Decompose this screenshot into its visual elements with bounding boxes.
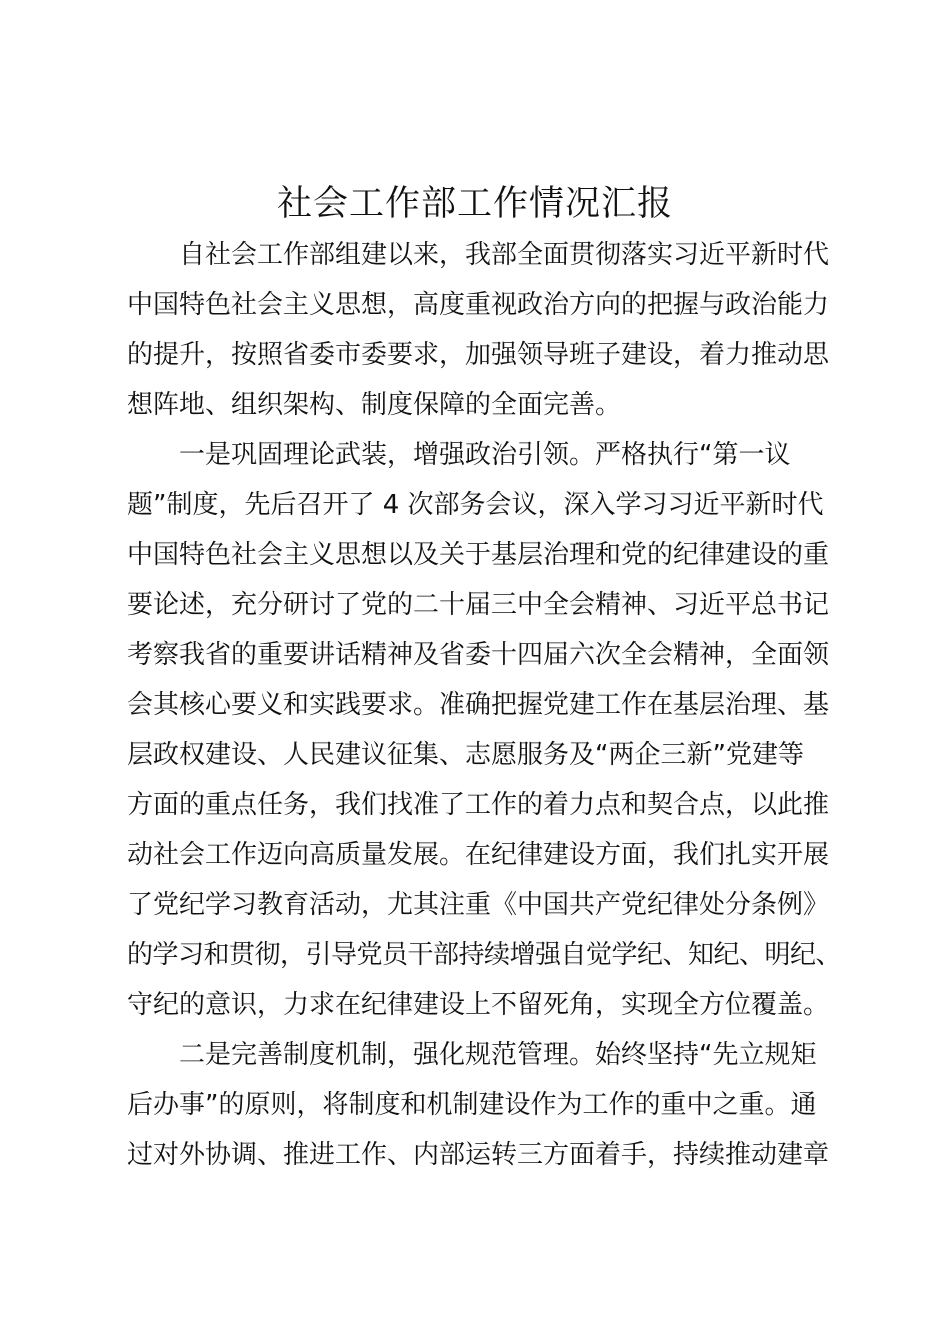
document-body bbox=[127, 230, 842, 1180]
paragraph-line: 自社会工作部组建以来，我部全面贯彻落实习近平新时代 bbox=[179, 240, 830, 270]
paragraph-line: 了党纪学习教育活动，尤其注重《中国共产党纪律处分条例》 bbox=[127, 890, 830, 920]
paragraph-line: 守纪的意识，力求在纪律建设上不留死角，实现全方位覆盖。 bbox=[127, 990, 830, 1020]
paragraph-line: 层政权建设、人民建议征集、志愿服务及“两企三新”党建等 bbox=[127, 740, 804, 770]
paragraph-2 bbox=[127, 430, 842, 1030]
paragraph-3 bbox=[127, 1030, 833, 1180]
paragraph-line: 过对外协调、推进工作、内部运转三方面着手，持续推动建章 bbox=[127, 1140, 830, 1170]
paragraph-line: 的提升，按照省委市委要求，加强领导班子建设，着力推动思 bbox=[127, 340, 830, 370]
paragraph-line: 二是完善制度机制，强化规范管理。始终坚持“先立规矩 bbox=[179, 1040, 817, 1070]
paragraph-line: 中国特色社会主义思想以及关于基层治理和党的纪律建设的重 bbox=[127, 540, 830, 570]
paragraph-line: 动社会工作迈向高质量发展。在纪律建设方面，我们扎实开展 bbox=[127, 840, 830, 870]
paragraph-line: 的学习和贯彻，引导党员干部持续增强自觉学纪、知纪、明纪、 bbox=[127, 940, 842, 970]
paragraph-line: 方面的重点任务，我们找准了工作的着力点和契合点，以此推 bbox=[127, 790, 830, 820]
paragraph-1 bbox=[127, 230, 833, 430]
paragraph-line: 一是巩固理论武装，增强政治引领。严格执行“第一议 bbox=[179, 440, 791, 470]
paragraph-line: 想阵地、组织架构、制度保障的全面完善。 bbox=[127, 390, 622, 420]
paragraph-line: 中国特色社会主义思想，高度重视政治方向的把握与政治能力 bbox=[127, 290, 830, 320]
paragraph-line: 题”制度，先后召开了 4 次部务会议，深入学习习近平新时代 bbox=[127, 490, 824, 520]
paragraph-line: 考察我省的重要讲话精神及省委十四届六次全会精神，全面领 bbox=[127, 640, 830, 670]
paragraph-line: 后办事”的原则，将制度和机制建设作为工作的重中之重。通 bbox=[127, 1090, 817, 1120]
document-title: 社会工作部工作情况汇报 bbox=[276, 184, 673, 224]
paragraph-line: 要论述，充分研讨了党的二十届三中全会精神、习近平总书记 bbox=[127, 590, 830, 620]
paragraph-line: 会其核心要义和实践要求。准确把握党建工作在基层治理、基 bbox=[127, 690, 830, 720]
